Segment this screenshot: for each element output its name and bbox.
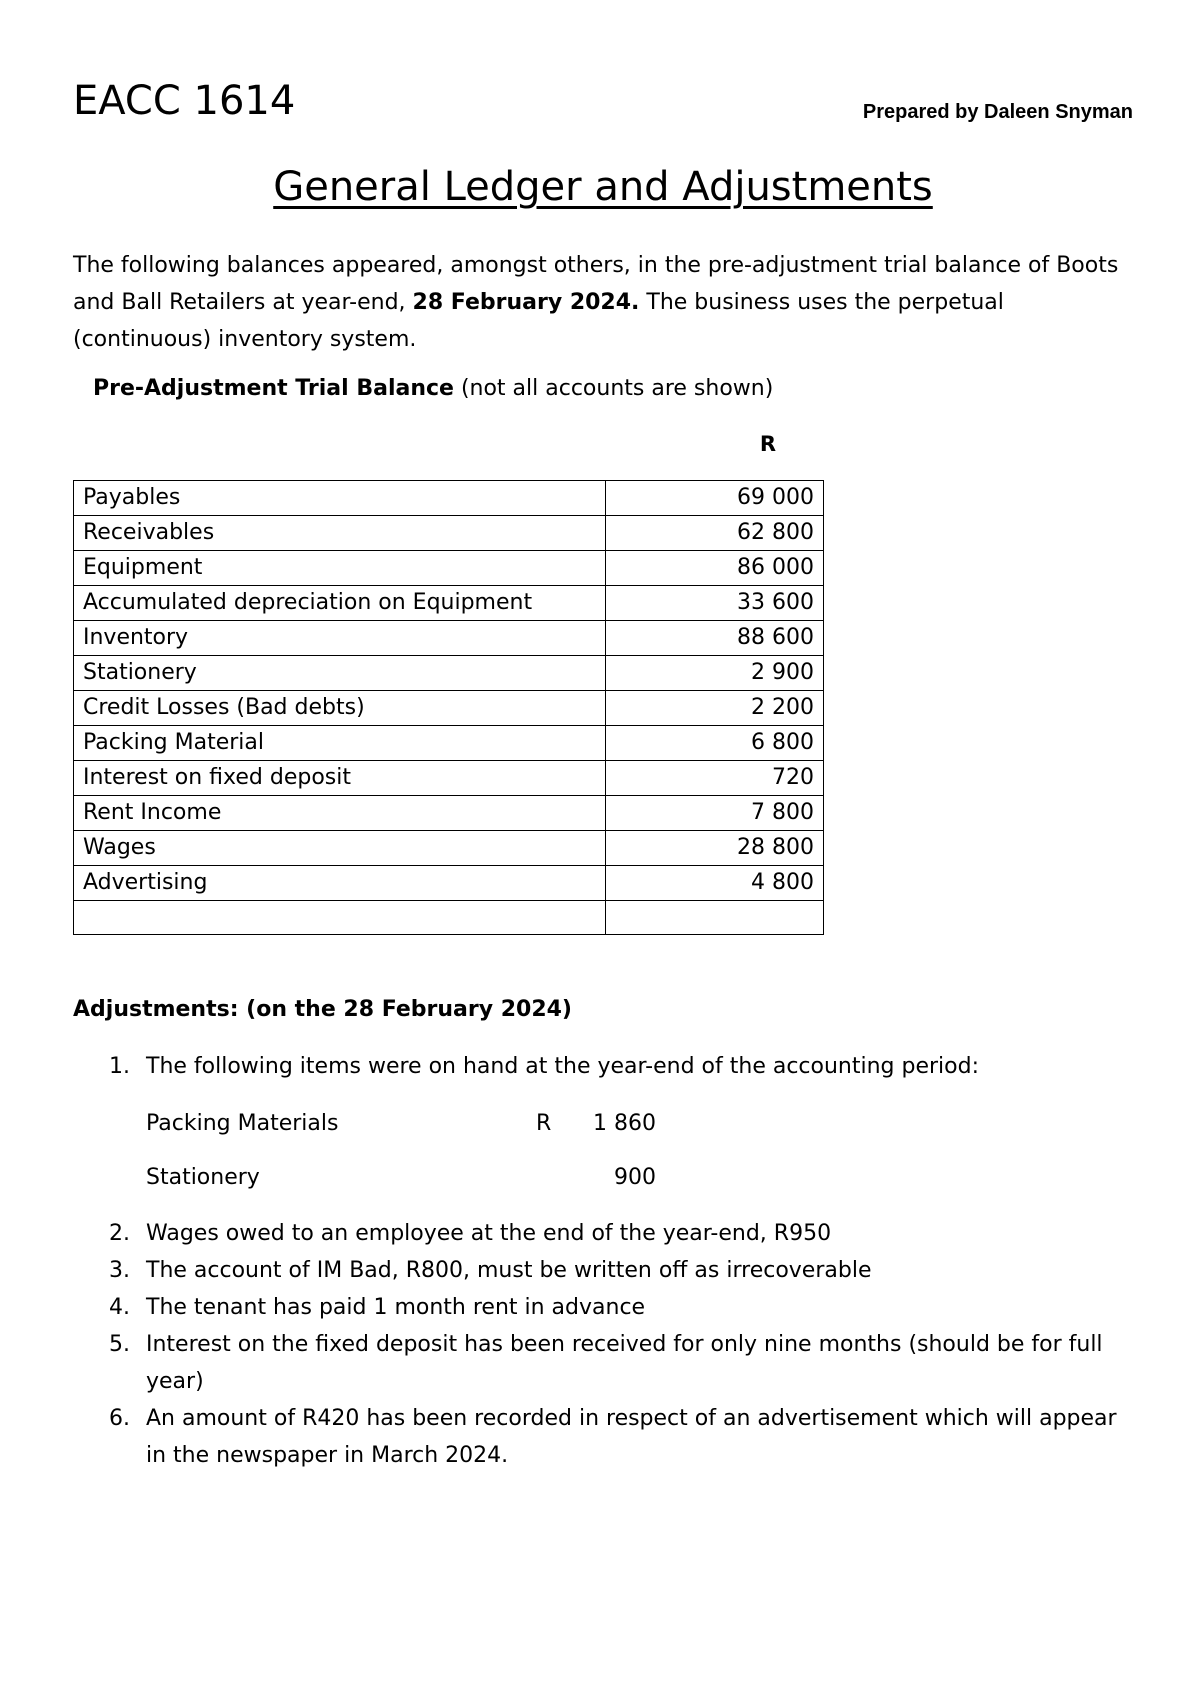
table-row (74, 481, 824, 516)
table-row (74, 831, 824, 866)
account-amount: 69 000 (606, 481, 824, 516)
account-name: Rent Income (74, 796, 606, 831)
account-name: Packing Material (74, 726, 606, 761)
account-amount: 7 800 (606, 796, 824, 831)
adjustment-item (73, 1289, 1133, 1326)
table-row (74, 621, 824, 656)
account-name: Payables (74, 481, 606, 516)
account-name (74, 901, 606, 935)
on-hand-currency: R (536, 1111, 552, 1136)
on-hand-name: Stationery (146, 1165, 260, 1190)
adjustment-number: 2. (109, 1221, 130, 1246)
table-row (74, 796, 824, 831)
table-row (74, 551, 824, 586)
currency-label: R (759, 432, 777, 456)
trial-balance-heading-bold: Pre-Adjustment Trial Balance (93, 376, 454, 401)
adjustment-item (73, 1215, 1133, 1252)
adjustment-item (73, 1252, 1133, 1289)
adjustment-number: 6. (109, 1406, 130, 1431)
table-row (74, 726, 824, 761)
adjustment-item (73, 1048, 1133, 1085)
trial-balance-heading (93, 376, 773, 401)
on-hand-row (73, 1097, 1133, 1151)
account-name: Interest on fixed deposit (74, 761, 606, 796)
table-row (74, 691, 824, 726)
table-row (74, 901, 824, 935)
adjustment-text: The following items were on hand at the year-end of the accounting period: (146, 1054, 980, 1079)
account-amount: 28 800 (606, 831, 824, 866)
adjustment-number: 3. (109, 1258, 130, 1283)
prepared-by: Prepared by Daleen Snyman (862, 101, 1133, 123)
adjustment-number: 4. (109, 1295, 130, 1320)
adjustment-item (73, 1400, 1133, 1474)
account-amount (606, 901, 824, 935)
intro-text-2: The business uses the perpetual (continuous) inventory system. (73, 290, 1004, 352)
adjustment-text: The tenant has paid 1 month rent in advance (146, 1295, 646, 1320)
account-amount: 33 600 (606, 586, 824, 621)
on-hand-value: 900 (614, 1165, 656, 1190)
account-name: Wages (74, 831, 606, 866)
table-row (74, 516, 824, 551)
account-amount: 2 900 (606, 656, 824, 691)
account-name: Advertising (74, 866, 606, 901)
adjustment-text: An amount of R420 has been recorded in respect of an advertisement which will appear in the newspaper in March 2024. (146, 1406, 1117, 1468)
account-amount: 4 800 (606, 866, 824, 901)
intro-paragraph (73, 247, 1133, 358)
intro-date: 28 February 2024. (412, 290, 640, 315)
document-title: General Ledger and Adjustments (273, 164, 933, 210)
account-amount: 86 000 (606, 551, 824, 586)
adjustment-text: The account of IM Bad, R800, must be written off as irrecoverable (146, 1258, 872, 1283)
trial-balance-table (73, 480, 824, 935)
account-name: Receivables (74, 516, 606, 551)
table-row (74, 866, 824, 901)
on-hand-row (73, 1151, 1133, 1205)
adjustment-number: 1. (109, 1054, 130, 1079)
trial-balance-heading-note: (not all accounts are shown) (453, 376, 774, 401)
account-name: Accumulated depreciation on Equipment (74, 586, 606, 621)
account-name: Credit Losses (Bad debts) (74, 691, 606, 726)
account-amount: 6 800 (606, 726, 824, 761)
adjustment-number: 5. (109, 1332, 130, 1357)
account-amount: 62 800 (606, 516, 824, 551)
adjustment-item (73, 1326, 1133, 1400)
table-row (74, 761, 824, 796)
on-hand-value: 1 860 (593, 1111, 656, 1136)
document-header (73, 78, 1133, 138)
adjustments-list (73, 1048, 1133, 1474)
account-amount: 88 600 (606, 621, 824, 656)
account-name: Stationery (74, 656, 606, 691)
intro-text-1: The following balances appeared, amongst others, in the pre-adjustment trial balance of Boots and Ball Retailers at year-end, (73, 253, 1119, 315)
on-hand-name: Packing Materials (146, 1111, 339, 1136)
account-amount: 720 (606, 761, 824, 796)
course-code: EACC 1614 (73, 78, 296, 124)
table-row (74, 656, 824, 691)
account-name: Equipment (74, 551, 606, 586)
table-row (74, 586, 824, 621)
account-amount: 2 200 (606, 691, 824, 726)
adjustment-text: Interest on the fixed deposit has been received for only nine months (should be for full year) (146, 1332, 1103, 1394)
adjustment-text: Wages owed to an employee at the end of the year-end, R950 (146, 1221, 832, 1246)
account-name: Inventory (74, 621, 606, 656)
adjustments-heading: Adjustments: (on the 28 February 2024) (73, 997, 572, 1022)
